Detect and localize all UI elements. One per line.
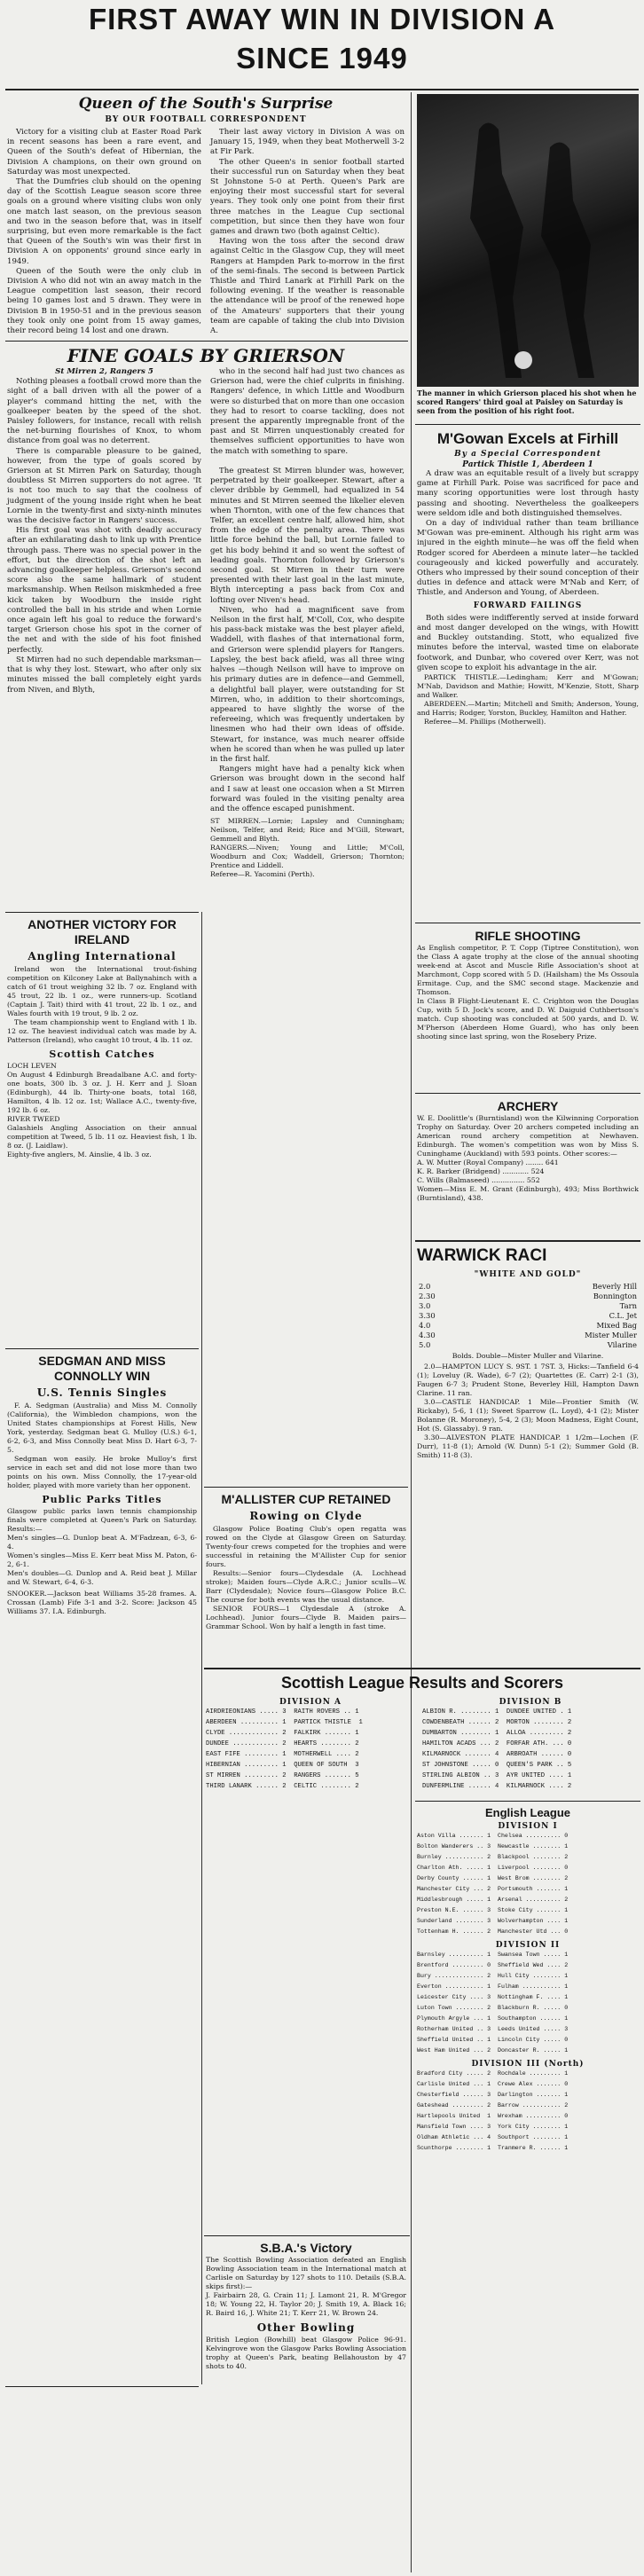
mallister-headline: M'ALLISTER CUP RETAINED	[221, 1492, 391, 1506]
mgowan-score: Partick Thistle 1, Aberdeen 1	[462, 460, 593, 469]
mgowan-lineup: PARTICK THISTLE.—Ledingham; Kerr and M'Gowan; M'Nab, Davidson and Mathie; Howitt, M'Kenzie, Stott, Sharp and Walker.	[417, 673, 639, 700]
queen-para: That the Dumfries club should on the opening day of the Scottish League season score three goals on a ground where visiting clubs won only one match last season, on the previous season and two in the season before that, was in itself surprising, but even more remarkable is the fact that Queen of the South's win was their first in Division A on opponents' ground since early in 1949.	[7, 177, 201, 266]
grierson-column-2	[210, 367, 404, 879]
queen-column-2	[210, 128, 404, 336]
column-rule	[201, 912, 202, 2384]
rule	[204, 1487, 408, 1488]
sba-headline: S.B.A.'s Victory	[260, 2241, 352, 2255]
queen-article	[7, 94, 404, 336]
selection-row	[417, 1282, 639, 1292]
mallister-para: SENIOR FOURS—1 Clydesdale A (stroke A. Lochhead). Junior fours—Clyde B. Maiden pairs—Grammar School. Won by half a length in fast time.	[206, 1605, 406, 1630]
race-result: 2.0—HAMPTON LUCY S. 9ST. 1 7ST. 3, Hicks:—Tanfield 6-4 (1); Loveluy (R. Wade), 6-7 (2); Quartettes (E. Carr) 2-1 (3), Faugen 6-7 3; Prudent Stone, Beverley Hill, Hampton Dawn Clarine. 11 ran.	[417, 1363, 639, 1397]
angling-para: Ireland won the International trout-fishing competition on Kilconey Lake at Ballynahinch with a catch of 61 trout weighing 32 lb. 7 oz. England with 45 trout, 22 lb. 1 oz., were runners-up. Scotland (Captain J. Tait) third with 41 trout, 22 lb. 1 oz., and Wales fourth with 19 trout, 9 lb. 2 oz.	[7, 965, 197, 1017]
rifle-headline: RIFLE SHOOTING	[475, 929, 581, 943]
selection-row	[417, 1331, 639, 1340]
snooker-note: SNOOKER.—Jackson beat Williams 35-28 frames. A. Crossan (Lamb) Fife 3-1 and 3-2. Score: Jackson 45 Williams 37. I.A. Edinburgh.	[7, 1590, 197, 1615]
angling-subhead-2: Scottish Catches	[49, 1048, 155, 1060]
division-b-title: DIVISION B	[499, 1698, 562, 1707]
tennis-subhead-2: Public Parks Titles	[42, 1494, 162, 1505]
mgowan-body	[417, 469, 639, 673]
division-a-title: DIVISION A	[279, 1698, 342, 1707]
grierson-lineups: ST MIRREN.—Lornie; Lapsley and Cunningham; Neilson, Telfer, and Reid; Rice and M'Gill, Stewart, Gemmell and Blyth. RANGERS.—Niven; Young and Little; M'Coll, Woodburn and Cox; Waddell, Grierson; Thornton; Prentice and Liddell. Referee—R. Yacomini (Perth).	[210, 817, 404, 879]
rule	[415, 424, 640, 425]
archery-headline: ARCHERY	[497, 1099, 559, 1113]
warwick-headline: WARWICK RACI	[417, 1246, 547, 1265]
mgowan-byline: By a Special Correspondent	[454, 450, 601, 459]
mallister-subhead: Rowing on Clyde	[249, 1510, 363, 1522]
selection-row	[417, 1311, 639, 1321]
grierson-para: Niven, who had a magnificent save from Neilson in the first half, M'Coll, Cox, who despite his pass-back mistake was the best player afield, Waddell, with flashes of that international form, and Grierson were splendid players for Rangers. Lapsley, the best back afield, was all three wing halves —though Neilson will have to improve on his primary duties are in defence—and Gemmell, a delightful ball player, were outstanding for St Mirren, who, in addition to their shortcomings, appeared to have slightly the worse of the refereeing, which was frequently undertaken by linesmen who had their own ideas of offside. Stewart, for instance, was much nearer offside when he scored than when he was pulled up later in the first half.	[210, 605, 404, 764]
mgowan-referee: Referee—M. Phillips (Motherwell).	[424, 718, 546, 726]
grierson-column-1	[7, 367, 201, 879]
players-silhouette-icon	[417, 94, 639, 387]
race-time: 4.0	[419, 1321, 431, 1330]
grierson-para: The greatest St Mirren blunder was, however, perpetrated by their goalkeeper. Stewart, after a clever dribble by Gemmell, had equalized in 54 minutes and St Mirren seemed the likelier eleven when Thornton, with one of the few chances that Telfer, an excellent centre half, allowed him, shot from the edge of the penalty area. There was little force behind the ball, but Lornie failed to get his body behind it and so went the softest of leading goals. Thornton followed by Grierson's second goal. St Mirren in their turn were presented with their last goal in the last minute, Blyth intercepting a pass back from Cox and lofting over Niven's head.	[210, 467, 404, 605]
division-a-results: AIRDRIEONIANS ..... 3 RAITH ROVERS .. 1 ABERDEEN .......... 1 PARTICK THISTLE 1 CLYDE ............. 2 FALKIRK ....... 1 DUNDEE ............ 2 HEARTS ........ 2 EAST FIFE ......... 1 MOTHERWELL .... 2 HIBERNIAN ......... 1 QUEEN OF SOUTH 3 ST MIRREN ......... 2 RANGERS ....... 5 THIRD LANARK ...... 2 CELTIC ........ 2	[206, 1708, 363, 1790]
angling-headline: ANOTHER VICTORY FOR IRELAND	[27, 917, 177, 946]
warwick-results	[417, 1363, 639, 1460]
queen-para: Victory for a visiting club at Easter Road Park in recent seasons has been a rare event, and Queen of the South's defeat of Hibernian, the Division A champions, on their own ground on Saturday was most unexpected.	[7, 128, 201, 177]
rule	[415, 1240, 640, 1242]
queen-column-1	[7, 128, 201, 336]
page-banner	[0, 0, 644, 89]
selection-row	[417, 1292, 639, 1301]
rule	[5, 341, 408, 342]
selection-row	[417, 1301, 639, 1311]
sba-article	[206, 2241, 406, 2371]
rifle-article	[417, 928, 639, 1041]
race-time: 3.0	[419, 1301, 431, 1310]
queen-para: The other Queen's in senior football started their successful run on Saturday when they beat St Johnstone 5-0 at Perth. Queen's Park are enjoying their most successful start for several years. They took only one point from their first three matches in the League Cup sectional competition, but since then they have won four games and drawn two (both against Celtic).	[210, 157, 404, 237]
archery-article	[417, 1098, 639, 1203]
division-b	[422, 1698, 639, 1792]
warwick-selections	[417, 1282, 639, 1350]
mallister-article	[206, 1492, 406, 1631]
banner-line-1: FIRST AWAY WIN IN DIVISION A	[88, 3, 556, 35]
warwick-article	[417, 1245, 644, 1267]
english-league: English League DIVISION I Aston Villa ....... 1 Chelsea .......... 0 Bolton Wanderers .. 3 Newcastle ........ 1 Burnley ........... 2 Blackpool ........ 2 Charlton Ath. ..... 1 Liverpool ........ 0 Derby County ...... 1 West Brom ........ 2 Manchester City ... 2 Portsmouth ....... 1 Middlesbrough ..... 1 Arsenal .......... 2 Preston N.E. ...... 3 Stoke City ....... 1 Sunderland ........ 3 Wolverhampton .... 1 Tottenham H. ...... 2 Manchester Utd ... 0 DIVISION II Barnsley .......... 1 Swansea Town ..... 1 Brentford ......... 0 Sheffield Wed .... 2 Bury .............. 2 Hull City ........ 1 Everton ........... 1 Fulham ........... 1 Leicester City .... 3 Nottingham F. .... 1 Luton Town ........ 2 Blackburn R. ..... 0 Plymouth Argyle ... 1 Southampton ...... 1 Rotherham United .. 3 Leeds United ..... 3 Sheffield United .. 1 Lincoln City ..... 0 West Ham United ... 2 Doncaster R. ..... 1 DIVISION III (North) Bradford City ..... 2 Rochdale ......... 1 Carlisle United ... 1 Crewe Alex ....... 0 Chesterfield ...... 3 Darlington ....... 1 Gateshead ......... 2 Barrow ........... 2 Hartlepools United 1 Wrexham .......... 0 Mansfield Town .... 3 York City ........ 1 Oldham Athletic ... 4 Southport ........ 1 Scunthorpe ........ 1 Tranmere R. ...... 1	[417, 1806, 639, 2154]
rifle-body: As English competitor, P. T. Copp (Tiptree Constitution), won the Class A agate trophy at the close of the annual shooting week-end at Ascot and Muscle Rifle Association's shoot at Marchmont, Copp scored with 5 D. (Hailsham) the Ms Ossoula Ermitage. Cup, and the SMC second stage. Mackenzie and Thomson. In Class B Flight-Lieutenant E. C. Crighton won the Douglas Cup, with 5 D. Jock's score, and D. W. Daiguid Cuthbertson's match. Cup shooting was concluded at 500 yards, and D. W. M'Pherson (Aberdeen Home Guard), who has only been shooting since last spring, won the Rosebery Prize.	[417, 944, 639, 1041]
archery-body: W. E. Doolittle's (Burntisland) won the Kilwinning Corporation Trophy on Saturday. Over 20 archers competed including an American round archery competition at Newhaven. Edinburgh. The women's competition was won by Miss S. Cuninghame (Auckland) with 593 points. Other scores:—	[417, 1114, 639, 1158]
photo-caption: The manner in which Grierson placed his shot when he scored Rangers' third goal at Paisley on Saturday is seen from the position of his right foot.	[417, 389, 637, 415]
race-time: 5.0	[419, 1340, 431, 1349]
mgowan-para: On a day of individual rather than team brilliance M'Gowan was pre-eminent. Although his right arm was injured in the eighth minute—he was off the field when Rodger scored for Aberdeen a minute later—he tackled courageously and kicked powerfully and accurately. Others who impressed by their sound conception of their duties in defence and attack were M'Nab and Kerr, of Thistle, and Anderson and Young, of Aberdeen.	[417, 519, 639, 598]
mallister-para: Results:—Senior fours—Clydesdale (A. Lochhead stroke); Maiden fours—Clyde A.R.C.; Junior sculls—W. Barr (Clydesdale); Novice fours—Glasgow Police B.C. The course for both events was the usual distance.	[206, 1569, 406, 1604]
archery-scores: A. W. Mutter (Royal Company) ........ 641 K. R. Barker (Bridgend) ............ 524 C. Wills (Balmaseed) ............... 552 Women—Miss E. M. Grant (Edinburgh), 493; Miss Borthwick (Burntisland), 438.	[417, 1158, 639, 1202]
horse-name: Bonnington	[593, 1292, 637, 1300]
division-b-results: ALBION R. ........ 1 DUNDEE UNITED . 1 COWDENBEATH ...... 2 MORTON ........ 2 DUMBARTON ........ 1 ALLOA ......... 2 HAMILTON ACADS ... 2 FORFAR ATH. ... 0 KILMARNOCK ....... 4 ARBROATH ...... 0 ST JOHNSTONE ..... 0 QUEEN'S PARK .. 5 STIRLING ALBION .. 3 AYR UNITED .... 1 DUNFERMLINE ...... 4 KILMARNOCK .... 2	[422, 1708, 572, 1790]
banner-rule	[5, 89, 639, 90]
tennis-para: F. A. Sedgman (Australia) and Miss M. Connolly (California), the Wimbledon champions, won the United States championships at Forest Hills, New York, yesterday. Sedgman beat G. Mulloy (U.S.) 6-1, 6-2, 6-3, and Miss Connolly beat Miss D. Hart 6-3, 7-5.	[7, 1402, 197, 1454]
banner-line-2: SINCE 1949	[236, 42, 408, 75]
sba-subhead: Other Bowling	[256, 2321, 356, 2334]
queen-byline: BY OUR FOOTBALL CORRESPONDENT	[105, 115, 307, 124]
grierson-score: St Mirren 2, Rangers 5	[55, 367, 153, 376]
horse-name: C.L. Jet	[609, 1311, 637, 1320]
mgowan-article	[417, 429, 639, 726]
angling-para: The team championship went to England with 1 lb. 12 oz. The heaviest individual catch was made by A. Patterson (Ireland), who caught 10 trout, 4 lb. 11 oz.	[7, 1018, 197, 1044]
grierson-para: St Mirren had no such dependable marksman—that is why they lost. Stewart, who after only six minutes missed the ball completely eight yards from Niven, and Blyth,	[7, 655, 201, 695]
tennis-headline: SEDGMAN AND MISS CONNOLLY WIN	[38, 1354, 166, 1383]
queen-headline: Queen of the South's Surprise	[78, 95, 334, 113]
horse-name: Tarn	[619, 1301, 637, 1310]
tennis-body	[7, 1402, 197, 1490]
grierson-para: who in the second half had just two chances as Grierson had, were the chief culprits in finishing. Rangers' defence, in which Little and Woodburn were so disturbed that on more than one occasion they had to resort to coarse tackling, does not present the apparently impregnable front of the past and St Mirren unquestionably created for themselves sufficient opportunities to have won the match with something to spare.	[210, 367, 404, 456]
selection-row	[417, 1321, 639, 1331]
rule	[5, 912, 199, 913]
english-div1-results: Aston Villa ....... 1 Chelsea .......... 0 Bolton Wanderers .. 3 Newcastle ........ 1 Burnley ........... 2 Blackpool ........ 2 Charlton Ath. ..... 1 Liverpool ........ 0 Derby County ...... 1 West Brom ........ 2 Manchester City ... 2 Portsmouth ....... 1 Middlesbrough ..... 1 Arsenal .......... 2 Preston N.E. ...... 3 Stoke City ....... 1 Sunderland ........ 3 Wolverhampton .... 1 Tottenham H. ...... 2 Manchester Utd ... 0	[417, 1833, 569, 1935]
race-result: 3.0—CASTLE HANDICAP. 1 Mile—Frontier Smith (W. Rickaby), 5-6, 1 (1); Sweet Sparrow (L. Loyd), 4-1 (2); Mister Bolanne (R. Moroney), 5-4, 2 (3); Moon Madness, Eight Count, Hot (S. Glassaby). 9 ran.	[417, 1398, 639, 1433]
tennis-article	[7, 1354, 197, 1616]
league-headline: Scottish League Results and Scorers	[280, 1674, 564, 1692]
football-photo	[417, 94, 639, 387]
angling-subhead: Angling International	[27, 950, 177, 962]
horse-name: Mister Muller	[585, 1331, 637, 1339]
mallister-para: Glasgow Police Boating Club's open regatta was rowed on the Clyde at Glasgow Green on Saturday. Twenty-four crews competed for the trophies and were successful in retaining the M'Allister Cup for senior fours.	[206, 1525, 406, 1568]
mgowan-lineups	[417, 673, 639, 726]
horse-name: Beverly Hill	[592, 1282, 637, 1291]
race-time: 4.30	[419, 1331, 436, 1339]
grierson-para: There is comparable pleasure to be gained, however, from the type of goals scored by Grierson at St Mirren Park on Saturday, though doubtless St Mirren supporters do not agree. 'It is not too much to say that the coolness of judgment of the young inside right when he beat Lornie in the twenty-first and sixty-ninth minutes was the decisive factor in Rangers' success.	[7, 446, 201, 526]
warwick-double: Bolds. Double—Mister Muller and Vilarine.	[452, 1352, 604, 1360]
rule	[415, 1801, 640, 1802]
queen-para: Queen of the South were the only club in Division A who did not win an away match in the League competition last season, their record being 10 games lost and 5 drawn. They were in Division B in 1950-51 and in the previous season they took only one point from 15 away games, their record being 14 lost and one drawn.	[7, 266, 201, 336]
sba-body: The Scottish Bowling Association defeated an English Bowling Association team in the International match at Carlisle on Saturday by 127 shots to 110. Details (S.B.A. skips first):— J. Fairbairn 28, G. Crain 11; J. Lamont 21, R. M'Gregor 18; W. Young 22, H. Taylor 20; J. Smith 19, A. Black 16; R. Baird 16, J. White 21; T. Kerr 21, W. Brown 24.	[206, 2256, 406, 2317]
rule	[204, 1668, 640, 1669]
rule	[204, 2235, 410, 2236]
rule	[5, 2386, 199, 2387]
angling-body	[7, 965, 197, 1045]
grierson-headline: FINE GOALS BY GRIERSON	[67, 345, 345, 366]
queen-para: Having won the toss after the second draw against Celtic in the Glasgow Cup, they will meet Rangers at Hampden Park to-morrow in the first of the semi-finals. The second is between Partick Thistle and Third Lanark at Firhill Park on the following evening. If the weather is reasonable the attendance will be proof of the renewed hope of the Amateurs' supporters that their young team are capable of taking the club into Division A.	[210, 237, 404, 336]
column-rule	[411, 92, 412, 2572]
race-result: 3.30—ALVESTON PLATE HANDICAP. 1 1/2m—Lochen (F. Durr), 11-8 (1); Arnold (W. Dunn) 5-1 (2); Summer Gold (B. Smith) 11-8 (3).	[417, 1433, 639, 1459]
tennis-para: Sedgman won easily. He broke Mulloy's first service in each set and did not lose more than two points on his own. Miss Connolly, the 17-year-old holder, played with more variety than her opponent.	[7, 1455, 197, 1489]
grierson-para: His first goal was shot with deadly accuracy after an exhilarating dash to link up with Prentice through pass. There was no special power in the effort, but the direction of the shot left an advancing goalkeeper helpless. Grierson's second score also the same hallmark of student marksmanship. When Reilson miskmheded a free kick taken by Woodburn the inside right controlled the ball in his stride and when Lornie once again left his goal to reduce the forward's target Grierson chose his spot in the corner of the net and with the side of his foot finished perfectly.	[7, 526, 201, 655]
league-section	[206, 1673, 639, 1692]
mgowan-para: A draw was an equitable result of a lively but scrappy game at Firhill Park. Poise was sacrificed for pace and many scoring opportunities were lost through hasty passing and shooting. Nevertheless the goalkeepers were seldom idle and both distinguished themselves.	[417, 469, 639, 518]
mgowan-para: Both sides were indifferently served at inside forward and most danger developed on the wings, with Howitt and Buckley outstanding. Stott, who equalized five minutes before the interval, wasted time on elaborate footwork, and Dunbar, who covered over Kerr, was not given scope to exploit his advantage in the air.	[417, 613, 639, 672]
grierson-para: Rangers might have had a penalty kick when Grierson was brought down in the second half and I saw at least one occasion when a St Mirren forward was fouled in the visiting penalty area and the offence escaped punishment.	[210, 765, 404, 813]
tennis-results: Glasgow public parks lawn tennis championship finals were completed at Queen's Park on Saturday. Results:— Men's singles—G. Dunlop beat A. M'Fadzean, 6-3, 6-4. Women's singles—Miss E. Kerr beat Miss M. Paton, 6-2, 6-1. Men's doubles—G. Dunlop and A. Reid beat J. Millar and W. Stewart, 6-4, 6-3.	[7, 1507, 197, 1586]
english-div3-results: Bradford City ..... 2 Rochdale ......... 1 Carlisle United ... 1 Crewe Alex ....... 0 Chesterfield ...... 3 Darlington ....... 1 Gateshead ......... 2 Barrow ........... 2 Hartlepools United 1 Wrexham .......... 0 Mansfield Town .... 3 York City ........ 1 Oldham Athletic ... 4 Southport ........ 1 Scunthorpe ........ 1 Tranmere R. ...... 1	[417, 2070, 569, 2151]
mallister-body	[206, 1525, 406, 1631]
mgowan-headline: M'Gowan Excels at Firhill	[436, 430, 619, 447]
horse-name: Mixed Bag	[596, 1321, 637, 1330]
english-div2-results: Barnsley .......... 1 Swansea Town ..... 1 Brentford ......... 0 Sheffield Wed .... 2 Bury .............. 2 Hull City ........ 1 Everton ........... 1 Fulham ........... 1 Leicester City .... 3 Nottingham F. .... 1 Luton Town ........ 2 Blackburn R. ..... 0 Plymouth Argyle ... 1 Southampton ...... 1 Rotherham United .. 3 Leeds United ..... 3 Sheffield United .. 1 Lincoln City ..... 0 West Ham United ... 2 Doncaster R. ..... 1	[417, 1952, 569, 2054]
angling-results: LOCH LEVEN On August 4 Edinburgh Breadalbane A.C. and forty-one boats, 300 lb. 3 oz. J. H. Kerr and J. Sloan (Edinburgh), 44 lb. Thirty-one boats, total 168, Hamilton, 4 lb. 12 oz. 1st; Wallace A.C., twenty-five, 192 lb. 6 oz. RIVER TWEED Galashiels Angling Association on their annual competition at Tweed, 5 lb. 11 oz. Heaviest fish, 1 lb. 8 oz. (J. Laidlaw). Eighty-five anglers, M. Ainslie, 4 lb. 3 oz.	[7, 1062, 197, 1158]
rule	[415, 1093, 640, 1094]
grierson-para: Nothing pleases a football crowd more than the sight of a ball driven with all the power of a player's command hitting the net, with the goalkeeper beaten by the speed of the shot. Paisley followers, for instance, recall with relish the net-burning flourishes of Knox, to whom distance from goal was no deterrent.	[7, 377, 201, 446]
other-bowling: British Legion (Bowhill) beat Glasgow Police 96-91. Kelvingrove won the Glasgow Parks Bowling Association trophy at Queen's Park, beating Bellahouston by 47 shots to 40.	[206, 2336, 406, 2370]
warwick-subhead: "WHITE AND GOLD"	[474, 1270, 582, 1279]
mgowan-lineup: ABERDEEN.—Martin; Mitchell and Smith; Anderson, Young, and Harris; Rodger, Yorston, Buckley, Hamilton and Hather.	[417, 700, 639, 718]
mgowan-subhead: FORWARD FAILINGS	[473, 601, 583, 610]
english-league-title: English League	[484, 1806, 571, 1819]
division-a	[206, 1698, 415, 1792]
warwick-body	[417, 1270, 639, 1460]
grierson-article	[7, 344, 404, 879]
race-time: 2.0	[419, 1282, 431, 1291]
tennis-subhead: U.S. Tennis Singles	[36, 1386, 168, 1399]
queen-para: Their last away victory in Division A was on January 15, 1949, when they beat Motherwell 3-2 at Fir Park.	[210, 128, 404, 157]
horse-name: Vilarine	[607, 1340, 637, 1349]
rule	[5, 1348, 199, 1349]
selection-row	[417, 1340, 639, 1350]
race-time: 3.30	[419, 1311, 436, 1320]
race-time: 2.30	[419, 1292, 436, 1300]
angling-article	[7, 917, 197, 1159]
